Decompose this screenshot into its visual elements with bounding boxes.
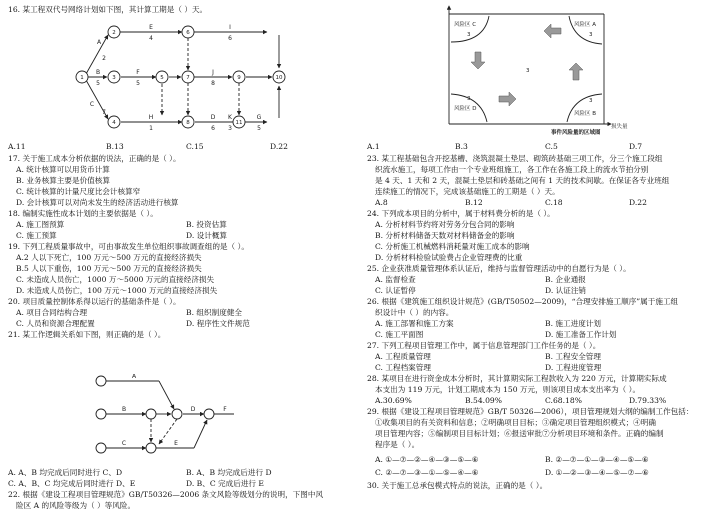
q26-option-a[interactable]: A. 施工部署和施工方案 bbox=[375, 319, 454, 328]
question-21-stem: 21. 某工作逻辑关系如下图，则正确的是（ ）。 bbox=[8, 330, 166, 339]
svg-text:7: 7 bbox=[186, 75, 190, 81]
q25-option-d[interactable]: D. 认证注销 bbox=[545, 286, 587, 295]
q22-option-b[interactable]: B.3 bbox=[455, 142, 468, 151]
svg-text:4: 4 bbox=[112, 120, 116, 126]
question-29-stem-line1: 29. 根据《建设工程项目管理规范》GB/T 50326—2006），项目管理规划大纲的编制工作包括： bbox=[367, 407, 694, 416]
svg-text:8: 8 bbox=[186, 120, 190, 126]
q28-option-d[interactable]: D.79.33% bbox=[629, 396, 667, 405]
q19-option-c[interactable]: C. 未造成人员伤亡，1000 万～5000 万元的直接经济损失 bbox=[16, 275, 215, 284]
svg-text:4: 4 bbox=[149, 35, 153, 42]
q27-option-a[interactable]: A. 工程质量管理 bbox=[375, 352, 431, 361]
q20-option-c[interactable]: C. 人员和资源合理配置 bbox=[16, 319, 95, 328]
svg-text:3: 3 bbox=[112, 75, 116, 81]
svg-text:3: 3 bbox=[467, 32, 471, 38]
zone-c-label: 风险区 C bbox=[454, 22, 477, 28]
q24-option-d[interactable]: D. 分析材料检验试验费占企业管理费的比重 bbox=[375, 253, 523, 262]
svg-text:9: 9 bbox=[237, 75, 241, 81]
q18-option-d[interactable]: D. 设计概算 bbox=[186, 231, 228, 240]
q18-option-b[interactable]: B. 投资估算 bbox=[186, 220, 227, 229]
question-20-stem: 20. 项目质量控制体系得以运行的基础条件是（ ）。 bbox=[8, 297, 181, 306]
q29-option-a[interactable]: A. ①—⑦—②—④—③—⑤—⑥ bbox=[375, 455, 479, 464]
q18-option-c[interactable]: C. 施工预算 bbox=[16, 231, 57, 240]
q17-option-b[interactable]: B. 业务核算主要是价值核算 bbox=[16, 176, 110, 185]
activity-C: C bbox=[89, 101, 95, 108]
activity-F: F bbox=[223, 406, 227, 413]
svg-text:7: 7 bbox=[102, 109, 106, 116]
svg-text:5: 5 bbox=[257, 125, 261, 130]
svg-text:2: 2 bbox=[102, 55, 106, 62]
center-label: 3 bbox=[526, 68, 530, 74]
question-23-stem-line4: 连续施工的情况下，完成该基础施工的工期是（ ）天。 bbox=[375, 187, 560, 196]
q26-option-c[interactable]: C. 施工平面图 bbox=[375, 330, 424, 339]
question-29-stem-line3: 项目管理内容；⑤编制项目目标计划；⑥报送审批⑦分析项目环境和条件。正确的编制 bbox=[375, 429, 664, 438]
svg-text:6: 6 bbox=[211, 125, 215, 130]
activity-B: B bbox=[95, 69, 101, 76]
q25-option-b[interactable]: B. 企业通报 bbox=[545, 275, 586, 284]
q27-option-c[interactable]: C. 工程档案管理 bbox=[375, 363, 431, 372]
svg-text:5: 5 bbox=[96, 80, 100, 87]
question-27-stem: 27. 下列工程项目管理工作中，属于信息管理部门工作任务的是（ ）。 bbox=[367, 341, 601, 350]
svg-text:10: 10 bbox=[275, 75, 283, 81]
question-26-stem-line2: 织设计中（ ）的内容。 bbox=[375, 308, 454, 317]
q29-option-b[interactable]: B. ②—⑦—①—③—④—⑤—⑥ bbox=[545, 455, 649, 464]
activity-K: K bbox=[228, 114, 232, 121]
question-29-stem-line2: ①收集项目的有关资料和信息；②明确项目目标；③确定项目管理组织模式；④明确 bbox=[375, 418, 656, 427]
q17-option-c[interactable]: C. 统计核算的计量尺度比会计核算窄 bbox=[16, 187, 141, 196]
q18-option-a[interactable]: A. 施工图预算 bbox=[16, 220, 65, 229]
q27-option-b[interactable]: B. 工程安全管理 bbox=[545, 352, 601, 361]
svg-text:2: 2 bbox=[112, 30, 116, 36]
q23-option-c[interactable]: C.18 bbox=[545, 198, 563, 207]
q25-option-c[interactable]: C. 认证暂停 bbox=[375, 286, 416, 295]
q19-option-a[interactable]: A.2 人以下死亡，100 万元～500 万元的直接经济损失 bbox=[16, 253, 202, 262]
q17-option-a[interactable]: A. 统计核算可以用货币计算 bbox=[16, 165, 110, 174]
q23-option-a[interactable]: A.8 bbox=[375, 198, 388, 207]
svg-text:3: 3 bbox=[228, 125, 232, 130]
svg-text:3: 3 bbox=[589, 98, 593, 104]
question-22-stem-line1: 22. 根据《建设工程项目管理规范》GB/T50326—2006 条文风险等级划分的说明，下图中风 bbox=[8, 490, 324, 499]
q22-option-d[interactable]: D.7 bbox=[629, 142, 643, 151]
right-arrow-icon bbox=[499, 92, 516, 106]
q24-option-a[interactable]: A. 分析材料节约将对劳务分包合同的影响 bbox=[375, 220, 515, 229]
svg-text:3: 3 bbox=[589, 32, 593, 38]
q28-option-c[interactable]: C.68.18% bbox=[545, 396, 582, 405]
down-arrow-icon bbox=[471, 52, 485, 69]
question-23-stem-line1: 23. 某工程基础包含开挖基槽、浇筑混凝土垫层、砌筑砖基础三项工作，分三个施工段组 bbox=[367, 154, 663, 163]
question-28-stem-line2: 本支出为 119 万元，计划工期成本为 150 万元，则该项目成本支出率为（ ）。 bbox=[375, 385, 641, 394]
svg-text:5: 5 bbox=[136, 80, 140, 87]
q19-option-d[interactable]: D. 未造成人员伤亡，100 万元～1000 万元的直接经济损失 bbox=[16, 286, 218, 295]
q29-option-c[interactable]: C. ②—⑦—③—①—⑤—④—⑥ bbox=[375, 468, 479, 477]
risk-zone-chart bbox=[439, 2, 639, 142]
activity-D: D bbox=[190, 406, 196, 413]
svg-text:5: 5 bbox=[160, 75, 164, 81]
q19-option-b[interactable]: B.5 人以下重伤，100 万元～500 万元的直接经济损失 bbox=[16, 264, 202, 273]
zone-a-label: 风险区 A bbox=[574, 22, 597, 28]
svg-text:3: 3 bbox=[467, 96, 471, 102]
q28-option-a[interactable]: A.30.69% bbox=[375, 396, 412, 405]
question-22-stem-line2: 险区 A 的风险等级为（ ）等风险。 bbox=[16, 501, 136, 510]
question-24-stem: 24. 下列成本项目的分析中，属于材料费分析的是（ ）。 bbox=[367, 209, 555, 218]
zone-d-label: 风险区 D bbox=[454, 106, 477, 112]
q23-option-d[interactable]: D.22 bbox=[629, 198, 647, 207]
svg-text:6: 6 bbox=[228, 35, 232, 42]
svg-text:1: 1 bbox=[80, 75, 84, 81]
svg-text:8: 8 bbox=[211, 80, 215, 87]
q16-option-d[interactable]: D.22 bbox=[270, 142, 288, 151]
y-axis-label: 事件风险量的区域图 bbox=[551, 130, 601, 136]
q24-option-b[interactable]: B. 分析材料储备天数对材料储备金的影响 bbox=[375, 231, 515, 240]
q16-option-a[interactable]: A.11 bbox=[8, 142, 26, 151]
zone-b-label: 风险区 B bbox=[574, 111, 597, 117]
q23-option-b[interactable]: B.12 bbox=[465, 198, 483, 207]
svg-text:1: 1 bbox=[149, 125, 153, 130]
q22-option-a[interactable]: A.1 bbox=[367, 142, 380, 151]
activity-D: D bbox=[210, 114, 216, 121]
activity-B: B bbox=[121, 406, 127, 413]
activity-F: F bbox=[136, 69, 140, 76]
q21-option-a[interactable]: A. A、B 均完成后同时进行 C、D bbox=[8, 468, 123, 477]
question-23-stem-line2: 织流水施工，每项工作由一个专业班组施工，各工作在各施工段上的流水节拍分别 bbox=[375, 165, 649, 174]
question-23-stem-line3: 是 4 天、1 天和 2 天，混凝土垫层和砖基础之间有 1 天的技术间歇。在保证各专业班组 bbox=[375, 176, 670, 185]
q24-option-c[interactable]: C. 分析施工机械燃料消耗量对施工成本的影响 bbox=[375, 242, 530, 251]
activity-E: E bbox=[149, 24, 153, 31]
q16-option-b[interactable]: B.13 bbox=[106, 142, 124, 151]
q22-option-c[interactable]: C.5 bbox=[545, 142, 558, 151]
q25-option-a[interactable]: A. 监督检查 bbox=[375, 275, 416, 284]
question-16-stem: 16. 某工程双代号网络计划如下图，其计算工期是（ ）天。 bbox=[8, 5, 208, 14]
left-arrow-icon bbox=[544, 24, 561, 38]
activity-A: A bbox=[96, 39, 102, 46]
activity-G: G bbox=[256, 114, 262, 121]
activity-A: A bbox=[131, 374, 137, 380]
q21-option-c[interactable]: C. A、B、C 均完成后同时进行 D、E bbox=[8, 479, 136, 488]
question-18-stem: 18. 编制实施性成本计划的主要依据是（ ）。 bbox=[8, 209, 158, 218]
question-25-stem: 25. 企业获准质量管理体系认证后，维持与监督管理活动中的自愿行为是（ ）。 bbox=[367, 264, 631, 273]
q28-option-b[interactable]: B.54.09% bbox=[465, 396, 502, 405]
question-17-stem: 17. 关于施工成本分析依据的说法，正确的是（ ）。 bbox=[8, 154, 181, 163]
q16-option-c[interactable]: C.15 bbox=[186, 142, 204, 151]
question-29-stem-line4: 程序是（ ）。 bbox=[375, 440, 420, 449]
activity-J: J bbox=[212, 69, 214, 76]
activity-E: E bbox=[174, 440, 178, 447]
svg-text:6: 6 bbox=[186, 30, 190, 36]
question-19-stem: 19. 下列工程质量事故中，可由事故发生单位组织事故调查组的是（ ）。 bbox=[8, 242, 249, 251]
question-30-stem: 30. 关于施工总承包模式特点的说法，正确的是（ ）。 bbox=[367, 481, 548, 490]
q27-option-d[interactable]: D. 工程进度管理 bbox=[545, 363, 602, 372]
question-26-stem-line1: 26. 根据《建筑施工组织设计规范》(GB/T50502—2009)，“合理安排施工顺序”属于施工组 bbox=[367, 297, 679, 306]
q29-option-d[interactable]: D. ①—②—③—④—⑤—⑦—⑥ bbox=[545, 468, 649, 477]
q26-option-d[interactable]: D. 施工准备工作计划 bbox=[545, 330, 617, 339]
activity-C: C bbox=[121, 440, 127, 447]
q21-option-b[interactable]: B. A、B 均完成后进行 D bbox=[186, 468, 272, 477]
q16-network-diagram bbox=[70, 20, 310, 130]
svg-text:11: 11 bbox=[235, 120, 243, 126]
q21-logic-diagram bbox=[94, 374, 244, 456]
question-28-stem-line1: 28. 某项目在进行资金成本分析时，其计算期实际工程款收入为 220 万元，计算期实际成 bbox=[367, 374, 667, 383]
q21-option-d[interactable]: D. B、C 完成后进行 E bbox=[186, 479, 264, 488]
activity-I: I bbox=[229, 24, 231, 31]
up-arrow-icon bbox=[569, 63, 583, 80]
activity-H: H bbox=[148, 114, 154, 121]
q17-option-d[interactable]: D. 会计核算可以对尚未发生的经济活动进行核算 bbox=[16, 198, 179, 207]
q20-option-a[interactable]: A. 项目合同结构合理 bbox=[16, 308, 88, 317]
q26-option-b[interactable]: B. 施工进度计划 bbox=[545, 319, 601, 328]
q20-option-b[interactable]: B. 组织制度健全 bbox=[186, 308, 242, 317]
q20-option-d[interactable]: D. 程序性文件规范 bbox=[186, 319, 250, 328]
x-axis-label: 损失量 bbox=[611, 124, 628, 130]
